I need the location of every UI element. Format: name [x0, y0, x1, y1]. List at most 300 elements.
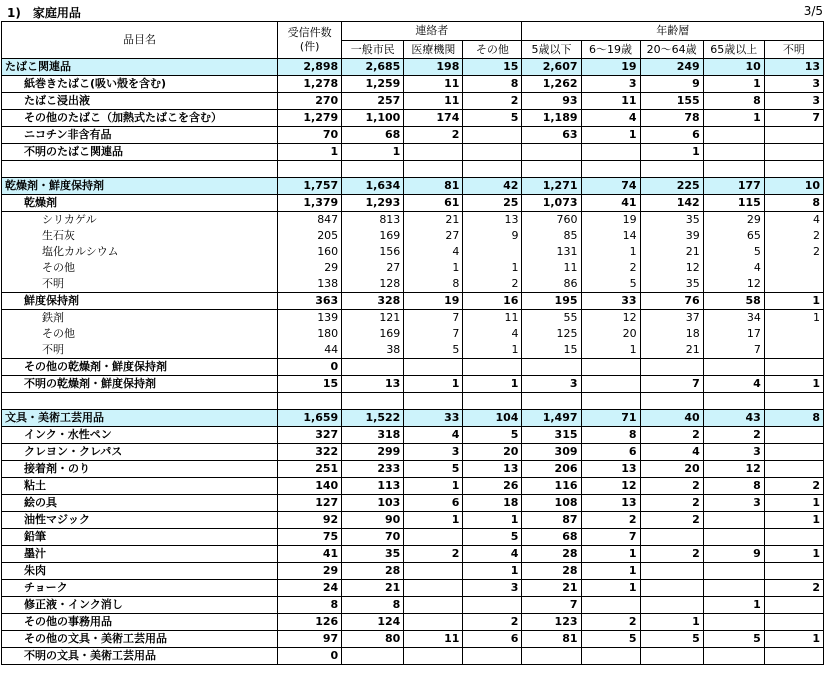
row-value: 2 — [463, 276, 522, 293]
row-value — [522, 144, 581, 161]
table-row — [2, 512, 824, 529]
row-value: 1 — [581, 563, 640, 580]
row-value: 68 — [342, 127, 404, 144]
table-row — [2, 228, 824, 244]
row-value — [764, 161, 823, 178]
row-value: 3 — [703, 444, 764, 461]
row-value: 74 — [581, 178, 640, 195]
row-value: 3 — [522, 376, 581, 393]
table-row — [2, 597, 824, 614]
row-value: 9 — [703, 546, 764, 563]
row-item-name: 紙巻きたばこ(吸い殻を含む) — [2, 76, 278, 93]
row-item-name: インク・水性ペン — [2, 427, 278, 444]
row-value: 19 — [581, 59, 640, 76]
row-value: 86 — [522, 276, 581, 293]
row-value — [764, 276, 823, 293]
row-value: 17 — [703, 326, 764, 342]
row-value: 5 — [404, 461, 463, 478]
row-value — [522, 648, 581, 665]
row-value: 28 — [342, 563, 404, 580]
row-value: 68 — [522, 529, 581, 546]
header-age-20-64: 20～64歳 — [640, 41, 703, 59]
row-value — [404, 393, 463, 410]
row-value: 34 — [703, 310, 764, 327]
row-value: 5 — [404, 342, 463, 359]
table-row — [2, 478, 824, 495]
row-value: 139 — [278, 310, 342, 327]
row-item-name: その他の事務用品 — [2, 614, 278, 631]
row-value: 169 — [342, 326, 404, 342]
row-value: 1 — [581, 546, 640, 563]
row-value: 125 — [522, 326, 581, 342]
row-value: 70 — [342, 529, 404, 546]
row-value: 2 — [764, 580, 823, 597]
row-value: 19 — [404, 293, 463, 310]
header-age-65plus: 65歳以上 — [703, 41, 764, 59]
row-value: 11 — [404, 631, 463, 648]
row-value: 104 — [463, 410, 522, 427]
row-value: 4 — [640, 444, 703, 461]
row-value — [581, 393, 640, 410]
header-received-count — [278, 22, 342, 59]
row-value: 8 — [764, 195, 823, 212]
row-value: 71 — [581, 410, 640, 427]
row-value: 327 — [278, 427, 342, 444]
table-row — [2, 310, 824, 327]
row-value: 1 — [764, 293, 823, 310]
row-value — [278, 393, 342, 410]
row-value: 225 — [640, 178, 703, 195]
row-value: 1,379 — [278, 195, 342, 212]
row-item-name: その他の文具・美術工芸用品 — [2, 631, 278, 648]
row-value: 108 — [522, 495, 581, 512]
row-value: 6 — [404, 495, 463, 512]
row-value: 1 — [342, 144, 404, 161]
row-value: 169 — [342, 228, 404, 244]
row-value: 1,757 — [278, 178, 342, 195]
row-value — [764, 260, 823, 276]
row-value: 1 — [278, 144, 342, 161]
row-item-name: その他のたばこ（加熱式たばこを含む） — [2, 110, 278, 127]
row-item-name: シリカゲル — [2, 212, 278, 229]
row-value: 813 — [342, 212, 404, 229]
row-value: 29 — [278, 260, 342, 276]
row-value — [404, 144, 463, 161]
table-row — [2, 614, 824, 631]
row-value: 1 — [581, 127, 640, 144]
row-value: 37 — [640, 310, 703, 327]
row-value: 2,898 — [278, 59, 342, 76]
table-row — [2, 648, 824, 665]
row-value: 7 — [404, 326, 463, 342]
row-value: 5 — [703, 244, 764, 260]
table-row — [2, 461, 824, 478]
row-value: 3 — [703, 495, 764, 512]
row-value: 249 — [640, 59, 703, 76]
row-value: 11 — [581, 93, 640, 110]
row-value: 5 — [703, 631, 764, 648]
row-value: 2 — [640, 512, 703, 529]
row-value: 1,259 — [342, 76, 404, 93]
table-row — [2, 529, 824, 546]
row-value: 2,607 — [522, 59, 581, 76]
table-row — [2, 376, 824, 393]
row-value: 76 — [640, 293, 703, 310]
row-value: 15 — [278, 376, 342, 393]
row-value: 233 — [342, 461, 404, 478]
row-item-name: 油性マジック — [2, 512, 278, 529]
table-row — [2, 93, 824, 110]
row-value: 15 — [522, 342, 581, 359]
row-value: 1,271 — [522, 178, 581, 195]
row-value: 124 — [342, 614, 404, 631]
row-value — [404, 161, 463, 178]
row-value: 9 — [463, 228, 522, 244]
row-value: 28 — [522, 563, 581, 580]
row-value: 1,634 — [342, 178, 404, 195]
row-value: 35 — [342, 546, 404, 563]
row-value: 309 — [522, 444, 581, 461]
row-value — [703, 614, 764, 631]
row-value: 299 — [342, 444, 404, 461]
row-value: 8 — [404, 276, 463, 293]
row-value: 1 — [703, 110, 764, 127]
row-value — [703, 563, 764, 580]
row-value: 11 — [522, 260, 581, 276]
row-value: 3 — [764, 76, 823, 93]
row-value: 206 — [522, 461, 581, 478]
row-value: 5 — [581, 631, 640, 648]
row-value: 2 — [581, 512, 640, 529]
row-value: 195 — [522, 293, 581, 310]
row-item-name: 不明の文具・美術工芸用品 — [2, 648, 278, 665]
row-value — [764, 648, 823, 665]
row-value — [764, 427, 823, 444]
row-value — [640, 563, 703, 580]
row-value: 13 — [581, 495, 640, 512]
header-contact-medical: 医療機関 — [404, 41, 463, 59]
header-age-6-19: 6～19歳 — [581, 41, 640, 59]
row-value — [764, 444, 823, 461]
row-value — [278, 161, 342, 178]
row-value: 1 — [404, 260, 463, 276]
row-value: 29 — [703, 212, 764, 229]
row-value — [463, 161, 522, 178]
row-item-name: 塩化カルシウム — [2, 244, 278, 260]
row-value: 1 — [404, 512, 463, 529]
row-value — [463, 393, 522, 410]
row-value: 1 — [463, 342, 522, 359]
row-value: 198 — [404, 59, 463, 76]
row-value: 2,685 — [342, 59, 404, 76]
row-value: 2 — [764, 244, 823, 260]
row-value: 10 — [703, 59, 764, 76]
row-value: 1 — [764, 310, 823, 327]
row-value: 2 — [463, 614, 522, 631]
row-value: 8 — [278, 597, 342, 614]
row-value: 4 — [404, 427, 463, 444]
row-value: 8 — [581, 427, 640, 444]
row-value: 0 — [278, 359, 342, 376]
table-row — [2, 359, 824, 376]
row-value: 20 — [463, 444, 522, 461]
row-value: 128 — [342, 276, 404, 293]
row-value: 35 — [640, 212, 703, 229]
row-value: 8 — [703, 93, 764, 110]
row-value: 2 — [581, 260, 640, 276]
row-value: 3 — [764, 93, 823, 110]
row-value — [404, 614, 463, 631]
row-value: 1,262 — [522, 76, 581, 93]
row-value — [764, 529, 823, 546]
row-value — [581, 161, 640, 178]
table-row — [2, 244, 824, 260]
row-value: 4 — [764, 212, 823, 229]
row-value — [640, 529, 703, 546]
row-item-name — [2, 161, 278, 178]
row-value — [404, 597, 463, 614]
row-item-name: クレヨン・クレパス — [2, 444, 278, 461]
row-value: 7 — [581, 529, 640, 546]
table-row — [2, 127, 824, 144]
row-value: 1,073 — [522, 195, 581, 212]
row-value — [703, 648, 764, 665]
row-value: 19 — [581, 212, 640, 229]
row-value — [522, 359, 581, 376]
row-value: 44 — [278, 342, 342, 359]
row-value: 16 — [463, 293, 522, 310]
header-age-unknown: 不明 — [764, 41, 823, 59]
row-value: 322 — [278, 444, 342, 461]
row-value: 1,278 — [278, 76, 342, 93]
row-value: 1 — [764, 495, 823, 512]
row-value: 1,659 — [278, 410, 342, 427]
row-value: 1 — [404, 376, 463, 393]
row-value: 1 — [764, 546, 823, 563]
row-value: 4 — [581, 110, 640, 127]
row-value: 1,497 — [522, 410, 581, 427]
row-value: 2 — [764, 478, 823, 495]
row-value — [640, 597, 703, 614]
row-value: 5 — [581, 276, 640, 293]
row-value: 1 — [463, 260, 522, 276]
row-value: 6 — [581, 444, 640, 461]
row-value — [404, 529, 463, 546]
row-value: 328 — [342, 293, 404, 310]
header-contact-group: 連絡者 — [342, 22, 522, 41]
row-value — [764, 393, 823, 410]
row-item-name: 粘土 — [2, 478, 278, 495]
row-value — [404, 563, 463, 580]
row-value: 251 — [278, 461, 342, 478]
row-value: 205 — [278, 228, 342, 244]
row-value — [764, 144, 823, 161]
row-value: 113 — [342, 478, 404, 495]
row-value: 8 — [764, 410, 823, 427]
page-number: 3/5 — [803, 4, 823, 18]
row-value: 6 — [463, 631, 522, 648]
row-value: 12 — [581, 310, 640, 327]
row-value: 1,522 — [342, 410, 404, 427]
row-value — [764, 563, 823, 580]
row-value: 115 — [703, 195, 764, 212]
row-value: 1 — [764, 631, 823, 648]
table-row — [2, 293, 824, 310]
row-value: 318 — [342, 427, 404, 444]
row-value: 1 — [703, 597, 764, 614]
row-value: 35 — [640, 276, 703, 293]
row-value — [342, 359, 404, 376]
row-item-name: 不明のたばこ関連品 — [2, 144, 278, 161]
table-row — [2, 326, 824, 342]
row-value: 180 — [278, 326, 342, 342]
row-value — [581, 376, 640, 393]
row-value — [640, 359, 703, 376]
row-value: 1 — [404, 478, 463, 495]
row-value: 1 — [640, 144, 703, 161]
row-item-name: 鉛筆 — [2, 529, 278, 546]
row-item-name: 乾燥剤・鮮度保持剤 — [2, 178, 278, 195]
row-value: 26 — [463, 478, 522, 495]
row-value: 1 — [703, 76, 764, 93]
row-value: 155 — [640, 93, 703, 110]
row-value — [463, 144, 522, 161]
row-value: 15 — [463, 59, 522, 76]
row-value — [764, 127, 823, 144]
row-value: 847 — [278, 212, 342, 229]
row-value: 21 — [640, 244, 703, 260]
table-row — [2, 342, 824, 359]
row-value — [764, 614, 823, 631]
row-value: 2 — [764, 228, 823, 244]
row-value — [764, 326, 823, 342]
row-value — [463, 127, 522, 144]
row-value: 760 — [522, 212, 581, 229]
row-value: 126 — [278, 614, 342, 631]
row-value: 13 — [463, 212, 522, 229]
row-value — [342, 648, 404, 665]
row-item-name: その他 — [2, 260, 278, 276]
row-value: 5 — [463, 529, 522, 546]
row-item-name: ニコチン非含有品 — [2, 127, 278, 144]
header-received-unit: (件) — [299, 40, 320, 53]
row-value: 6 — [640, 127, 703, 144]
row-value: 61 — [404, 195, 463, 212]
row-value: 4 — [463, 326, 522, 342]
row-value: 80 — [342, 631, 404, 648]
row-value: 20 — [581, 326, 640, 342]
row-item-name: 不明の乾燥剤・鮮度保持剤 — [2, 376, 278, 393]
row-item-name: 墨汁 — [2, 546, 278, 563]
row-value: 8 — [703, 478, 764, 495]
row-value: 11 — [463, 310, 522, 327]
row-value: 85 — [522, 228, 581, 244]
row-value — [463, 244, 522, 260]
row-value: 87 — [522, 512, 581, 529]
row-value: 41 — [581, 195, 640, 212]
row-value — [703, 359, 764, 376]
row-value — [703, 161, 764, 178]
household-products-table — [1, 21, 824, 665]
row-item-name: 乾燥剤 — [2, 195, 278, 212]
row-value — [703, 580, 764, 597]
row-value: 13 — [463, 461, 522, 478]
row-value — [703, 393, 764, 410]
row-item-name: 修正液・インク消し — [2, 597, 278, 614]
row-value: 142 — [640, 195, 703, 212]
row-value — [404, 648, 463, 665]
row-value: 14 — [581, 228, 640, 244]
row-value: 1 — [463, 376, 522, 393]
row-value: 1,279 — [278, 110, 342, 127]
row-value — [703, 127, 764, 144]
row-value: 4 — [703, 376, 764, 393]
row-item-name: 生石灰 — [2, 228, 278, 244]
table-row — [2, 76, 824, 93]
row-value: 2 — [640, 478, 703, 495]
header-contact-other: その他 — [463, 41, 522, 59]
table-row — [2, 161, 824, 178]
header-age-under5: 5歳以下 — [522, 41, 581, 59]
row-value: 97 — [278, 631, 342, 648]
row-value: 92 — [278, 512, 342, 529]
row-item-name: チョーク — [2, 580, 278, 597]
row-value: 3 — [581, 76, 640, 93]
row-value — [703, 529, 764, 546]
row-value — [342, 161, 404, 178]
row-value: 2 — [640, 427, 703, 444]
row-value: 13 — [764, 59, 823, 76]
row-value: 13 — [342, 376, 404, 393]
row-value — [404, 359, 463, 376]
row-value: 12 — [640, 260, 703, 276]
row-value: 7 — [764, 110, 823, 127]
row-value: 40 — [640, 410, 703, 427]
row-value: 8 — [342, 597, 404, 614]
row-value — [764, 359, 823, 376]
row-value: 270 — [278, 93, 342, 110]
row-value — [703, 144, 764, 161]
table-row — [2, 410, 824, 427]
table-row — [2, 580, 824, 597]
row-value: 12 — [703, 461, 764, 478]
table-row — [2, 495, 824, 512]
row-value: 25 — [463, 195, 522, 212]
row-value: 21 — [640, 342, 703, 359]
row-value: 4 — [404, 244, 463, 260]
row-value: 1,293 — [342, 195, 404, 212]
row-value: 1 — [463, 512, 522, 529]
row-value — [581, 144, 640, 161]
section-title: 1) 家庭用品 — [7, 6, 81, 20]
row-value: 12 — [581, 478, 640, 495]
row-value — [640, 393, 703, 410]
row-value: 39 — [640, 228, 703, 244]
row-value: 1 — [640, 614, 703, 631]
row-value: 5 — [640, 631, 703, 648]
header-contact-public: 一般市民 — [342, 41, 404, 59]
row-value: 1 — [463, 563, 522, 580]
table-body — [2, 59, 824, 665]
row-value: 138 — [278, 276, 342, 293]
row-value: 65 — [703, 228, 764, 244]
row-value: 257 — [342, 93, 404, 110]
row-value: 121 — [342, 310, 404, 327]
row-value: 1,189 — [522, 110, 581, 127]
row-item-name: 絵の具 — [2, 495, 278, 512]
row-item-name: 鮮度保持剤 — [2, 293, 278, 310]
row-value: 21 — [404, 212, 463, 229]
